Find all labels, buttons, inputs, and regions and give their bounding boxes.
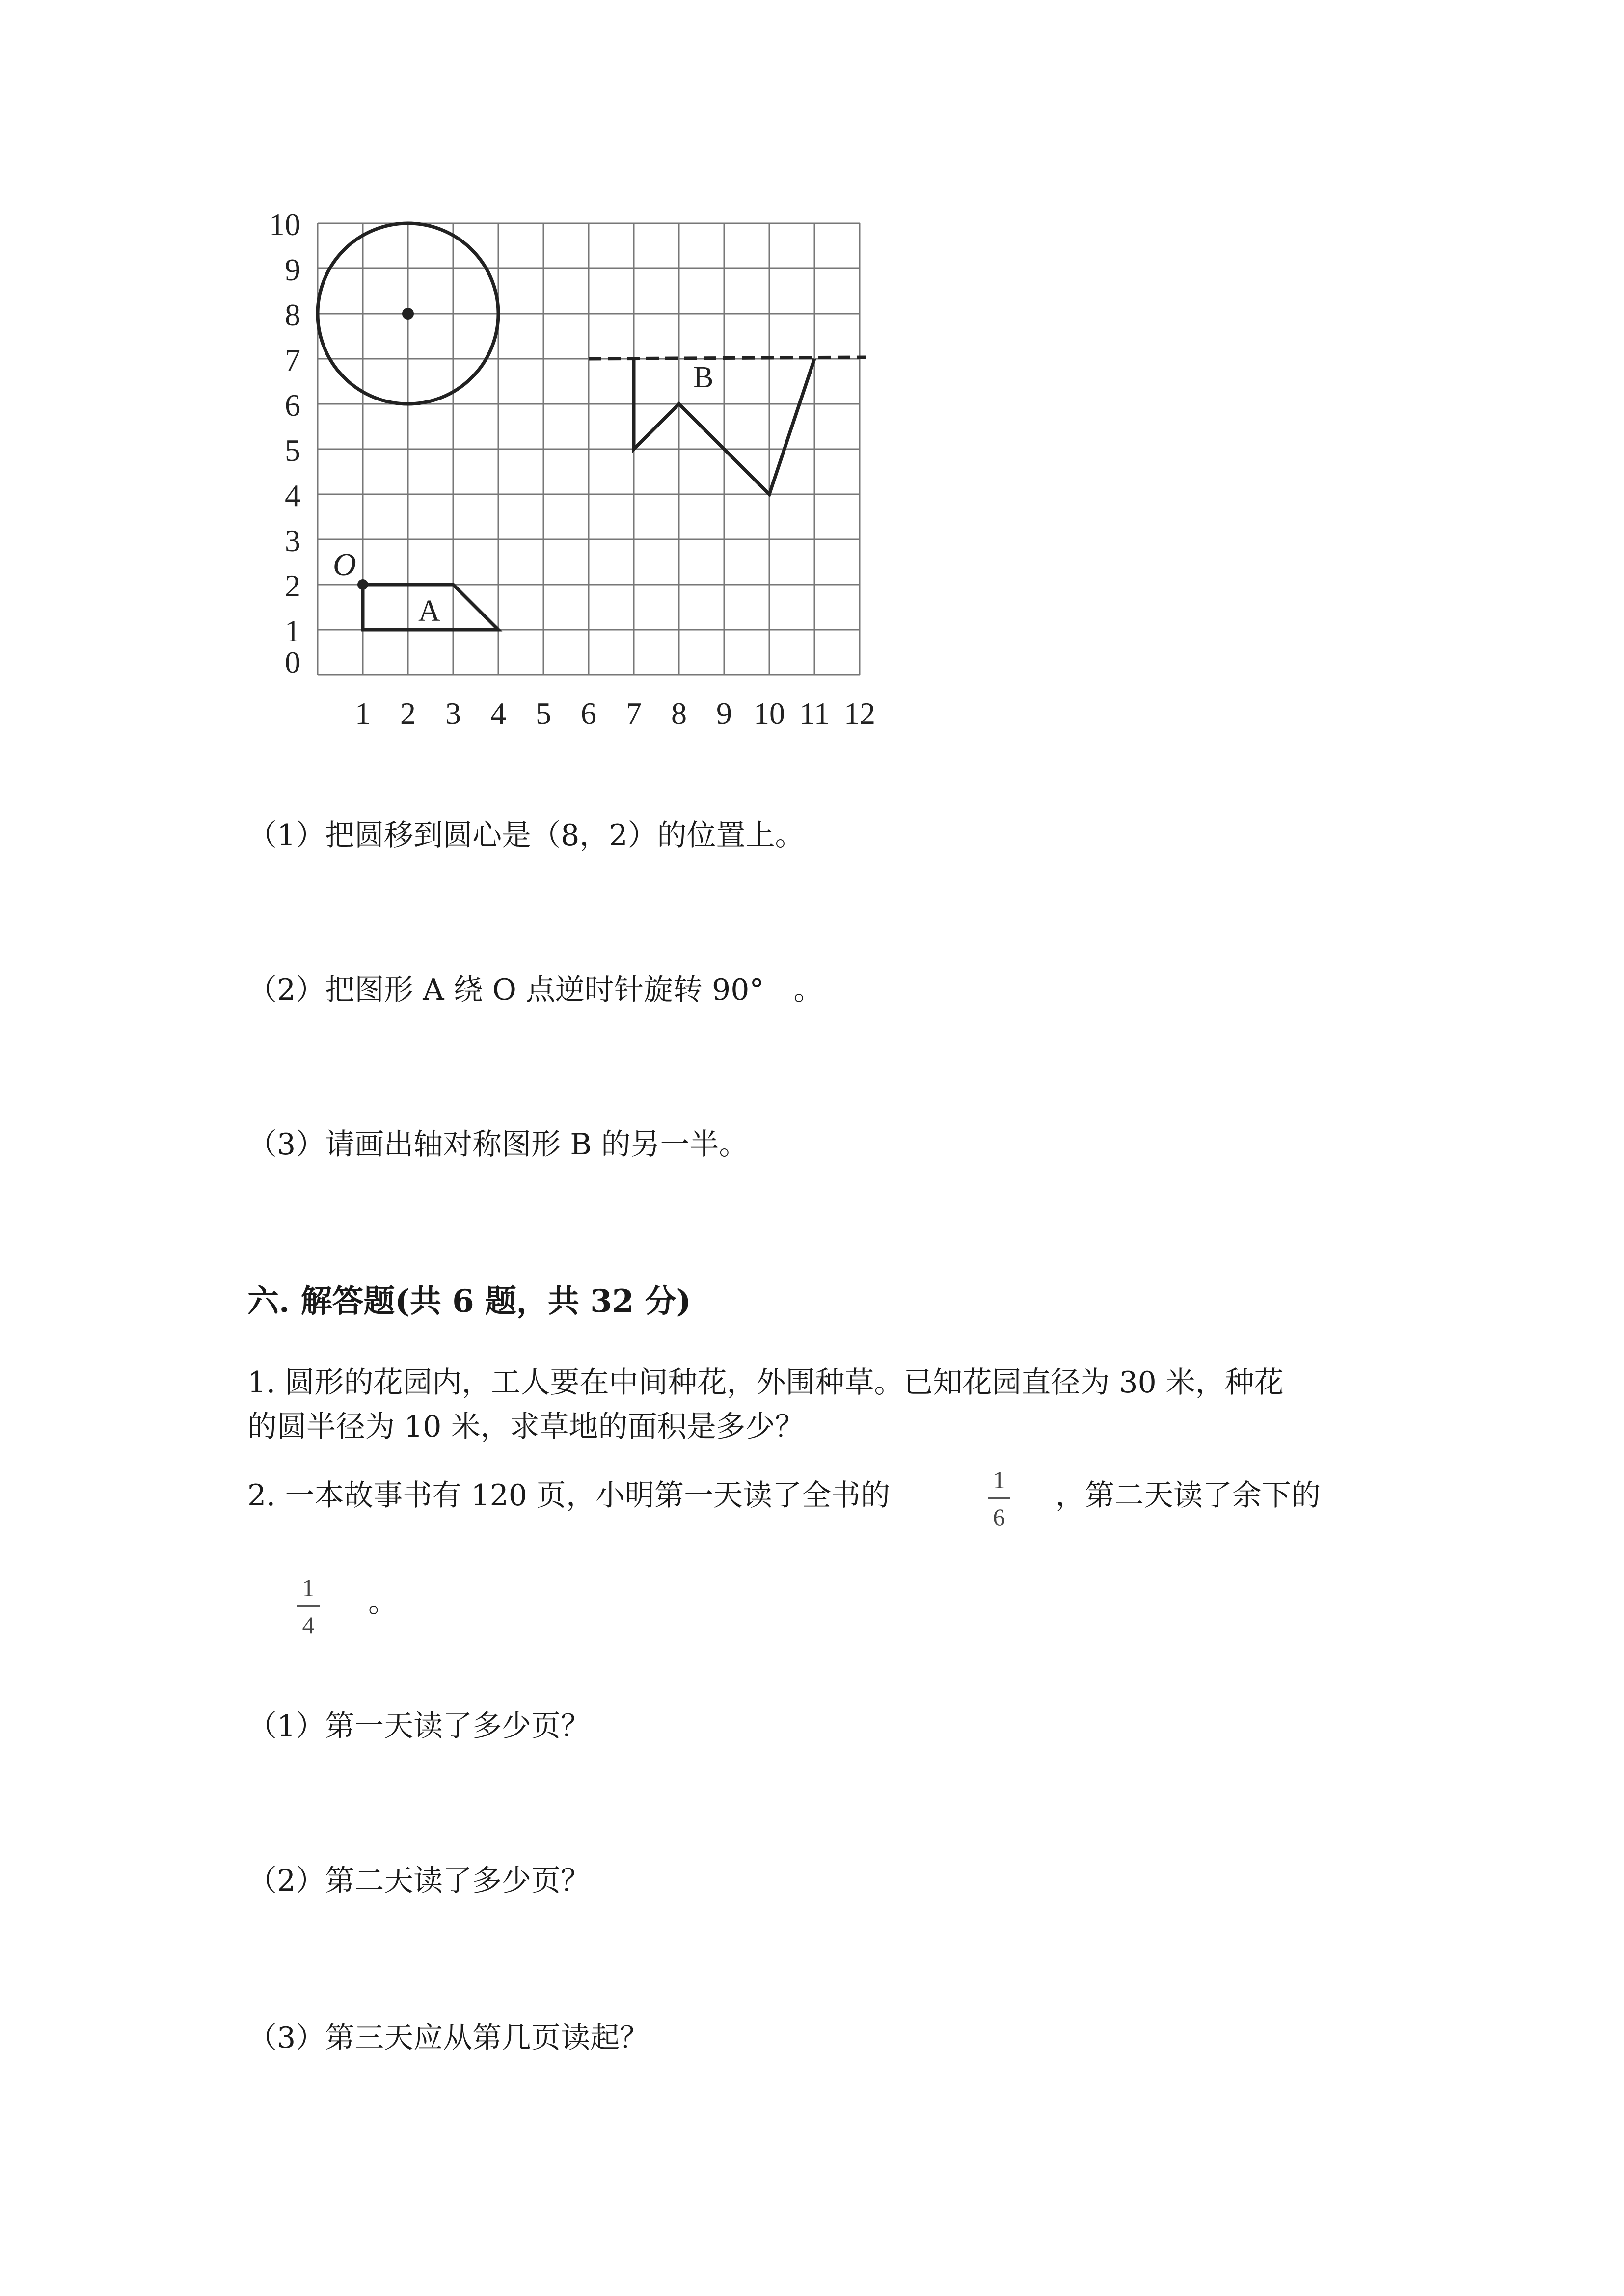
x-tick-label: 12 <box>844 696 875 726</box>
point-o-label: O <box>333 547 356 583</box>
coordinate-grid-figure <box>255 206 903 726</box>
x-tick-label: 5 <box>536 696 551 726</box>
point-o-dot <box>357 579 368 590</box>
shape-b-label: B <box>693 361 714 394</box>
task-2: （2）把图形 A 绕 O 点逆时针旋转 90° 。 <box>247 973 823 1007</box>
y-tick-label: 0 <box>285 645 300 680</box>
y-tick-label: 9 <box>285 252 300 287</box>
x-tick-label: 11 <box>799 696 830 726</box>
q2-end-mark: 。 <box>368 1585 398 1619</box>
q2-sub-3: （3）第三天应从第几页读起？ <box>247 2021 650 2055</box>
x-tick-label: 6 <box>581 696 596 726</box>
y-tick-label: 6 <box>285 388 300 423</box>
x-tick-label: 8 <box>671 696 687 726</box>
section-title: 六. 解答题(共 6 题，共 32 分) <box>247 1283 691 1320</box>
y-tick-label: 5 <box>285 433 300 468</box>
fraction-numerator: 1 <box>302 1574 315 1602</box>
x-tick-label: 9 <box>716 696 732 726</box>
y-tick-label: 7 <box>285 343 300 377</box>
y-tick-label: 8 <box>285 297 300 332</box>
fraction-denominator: 6 <box>993 1503 1005 1531</box>
x-tick-label: 10 <box>754 696 785 726</box>
fraction-bar <box>988 1497 1010 1499</box>
x-tick-label: 1 <box>355 696 371 726</box>
x-tick-label: 4 <box>490 696 506 726</box>
grid-lines <box>318 223 860 675</box>
q2-sub-1: （1）第一天读了多少页？ <box>247 1709 591 1743</box>
task-3: （3）请画出轴对称图形 B 的另一半。 <box>247 1127 749 1162</box>
q2-text-a: 2. 一本故事书有 120 页，小明第一天读了全书的 <box>247 1478 890 1513</box>
x-tick-label: 7 <box>626 696 642 726</box>
circle-center-dot <box>402 308 414 320</box>
fraction-denominator: 4 <box>302 1611 315 1639</box>
axis-labels <box>269 207 875 726</box>
fraction-one-sixth <box>984 1465 1014 1532</box>
shape-a-label: A <box>418 594 440 628</box>
symmetry-axis <box>589 357 866 359</box>
q1-line-1: 1. 圆形的花园内，工人要在中间种花，外围种草。已知花园直径为 30 米，种花 <box>247 1365 1284 1400</box>
fraction-bar <box>297 1605 320 1607</box>
y-tick-label: 1 <box>285 614 300 648</box>
q1-line-2: 的圆半径为 10 米，求草地的面积是多少？ <box>247 1410 805 1444</box>
x-tick-label: 2 <box>400 696 416 726</box>
fraction-one-quarter <box>294 1573 323 1640</box>
task-1: （1）把圆移到圆心是（8，2）的位置上。 <box>247 818 805 853</box>
fraction-numerator: 1 <box>993 1466 1005 1494</box>
q2-text-b: ，第二天读了余下的 <box>1056 1478 1321 1513</box>
q2-sub-2: （2）第二天读了多少页？ <box>247 1864 591 1898</box>
y-tick-label: 10 <box>269 207 300 242</box>
y-tick-label: 2 <box>285 568 300 603</box>
x-tick-label: 3 <box>445 696 461 726</box>
y-tick-label: 4 <box>285 478 300 513</box>
y-tick-label: 3 <box>285 523 300 558</box>
